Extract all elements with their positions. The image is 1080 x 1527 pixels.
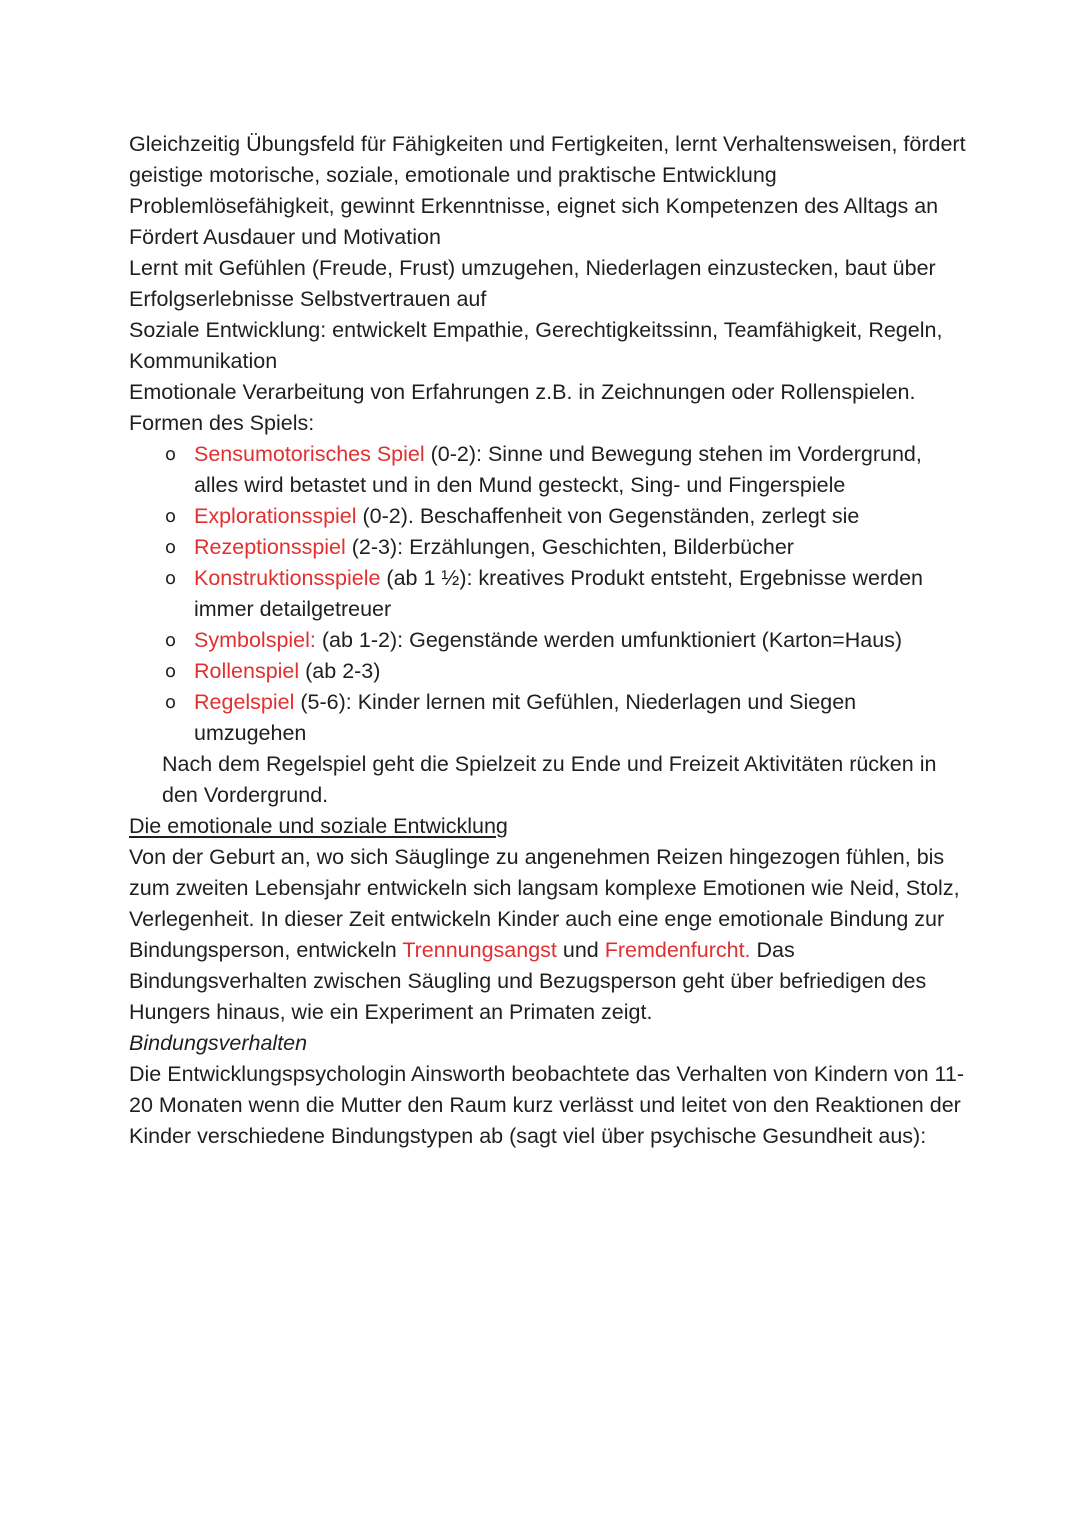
list-item xyxy=(129,656,969,687)
form-term: Rollenspiel xyxy=(194,659,300,683)
list-item xyxy=(129,439,969,501)
section-heading: Die emotionale und soziale Entwicklung xyxy=(129,814,508,838)
form-term: Konstruktionsspiele xyxy=(194,566,381,590)
section-text-part-1: Von der Geburt an, wo sich Säuglinge zu angenehmen Reizen hingezogen fühlen, bis zum zweiten Lebensjahr entwickeln sich langsam komplexe Emotionen wie Neid, Stolz, Verlegenheit. In dieser Zeit entwickeln Kinder auch eine enge emotionale Bindung zur Bindungsperson, entwickeln xyxy=(129,845,960,962)
forms-list xyxy=(129,439,969,749)
section-text-part-2: und xyxy=(556,938,605,962)
form-term: Regelspiel xyxy=(194,690,295,714)
form-description: (ab 1-2): Gegenstände werden umfunktioniert (Karton=Haus) xyxy=(315,628,903,652)
bullet-icon: o xyxy=(165,630,177,651)
form-description: (0-2): Sinne und Bewegung stehen im Vordergrund, alles wird betastet und in den Mund gesteckt, Sing- und Fingerspiele xyxy=(194,442,922,497)
term-fremdenfurcht: Fremdenfurcht. xyxy=(604,938,751,962)
form-description: (ab 2-3) xyxy=(299,659,381,683)
forms-heading: Formen des Spiels: xyxy=(129,411,315,435)
form-term: Symbolspiel: xyxy=(194,628,316,652)
form-term: Explorationsspiel xyxy=(194,504,357,528)
form-term: Rezeptionsspiel xyxy=(194,535,346,559)
bullet-icon: o xyxy=(165,506,177,527)
list-item xyxy=(129,563,969,625)
after-forms-paragraph: Nach dem Regelspiel geht die Spielzeit zu Ende und Freizeit Aktivitäten rücken in den Vordergrund. xyxy=(162,752,937,807)
subheading: Bindungsverhalten xyxy=(129,1031,308,1055)
form-term: Sensumotorisches Spiel xyxy=(194,442,425,466)
bullet-icon: o xyxy=(165,537,177,558)
document-page xyxy=(129,129,969,1152)
term-trennungsangst: Trennungsangst xyxy=(402,938,557,962)
list-item xyxy=(129,532,969,563)
intro-paragraph-1: Gleichzeitig Übungsfeld für Fähigkeiten und Fertigkeiten, lernt Verhaltensweisen, fördert geistige motorische, soziale, emotionale und praktische Entwicklung xyxy=(129,132,966,187)
intro-paragraph-4: Lernt mit Gefühlen (Freude, Frust) umzugehen, Niederlagen einzustecken, baut über Erfolgserlebnisse Selbstvertrauen auf xyxy=(129,256,936,311)
bullet-icon: o xyxy=(165,444,177,465)
form-description: (0-2). Beschaffenheit von Gegenständen, zerlegt sie xyxy=(356,504,860,528)
form-description: (5-6): Kinder lernen mit Gefühlen, Niederlagen und Siegen umzugehen xyxy=(194,690,857,745)
bullet-icon: o xyxy=(165,661,177,682)
intro-paragraph-3: Fördert Ausdauer und Motivation xyxy=(129,225,441,249)
bullet-icon: o xyxy=(165,568,177,589)
intro-paragraph-6: Emotionale Verarbeitung von Erfahrungen z.B. in Zeichnungen oder Rollenspielen. xyxy=(129,380,916,404)
form-description: (ab 1 ½): kreatives Produkt entsteht, Ergebnisse werden immer detailgetreuer xyxy=(194,566,923,621)
final-paragraph: Die Entwicklungspsychologin Ainsworth beobachtete das Verhalten von Kindern von 11-20 Monaten wenn die Mutter den Raum kurz verlässt und leitet von den Reaktionen der Kinder verschiedene Bindungstypen ab (sagt viel über psychische Gesundheit aus): xyxy=(129,1062,965,1148)
bullet-icon: o xyxy=(165,692,177,713)
form-description: (2-3): Erzählungen, Geschichten, Bilderbücher xyxy=(345,535,794,559)
section-text-part-3: Das Bindungsverhalten zwischen Säugling und Bezugsperson geht über befriedigen des Hungers hinaus, wie ein Experiment an Primaten zeigt. xyxy=(129,938,927,1024)
intro-paragraph-5: Soziale Entwicklung: entwickelt Empathie, Gerechtigkeitssinn, Teamfähigkeit, Regeln, Kommunikation xyxy=(129,318,943,373)
intro-paragraph-2: Problemlösefähigkeit, gewinnt Erkenntnisse, eignet sich Kompetenzen des Alltags an xyxy=(129,194,939,218)
section-paragraph xyxy=(129,842,969,1028)
list-item xyxy=(129,501,969,532)
list-item xyxy=(129,687,969,749)
list-item xyxy=(129,625,969,656)
